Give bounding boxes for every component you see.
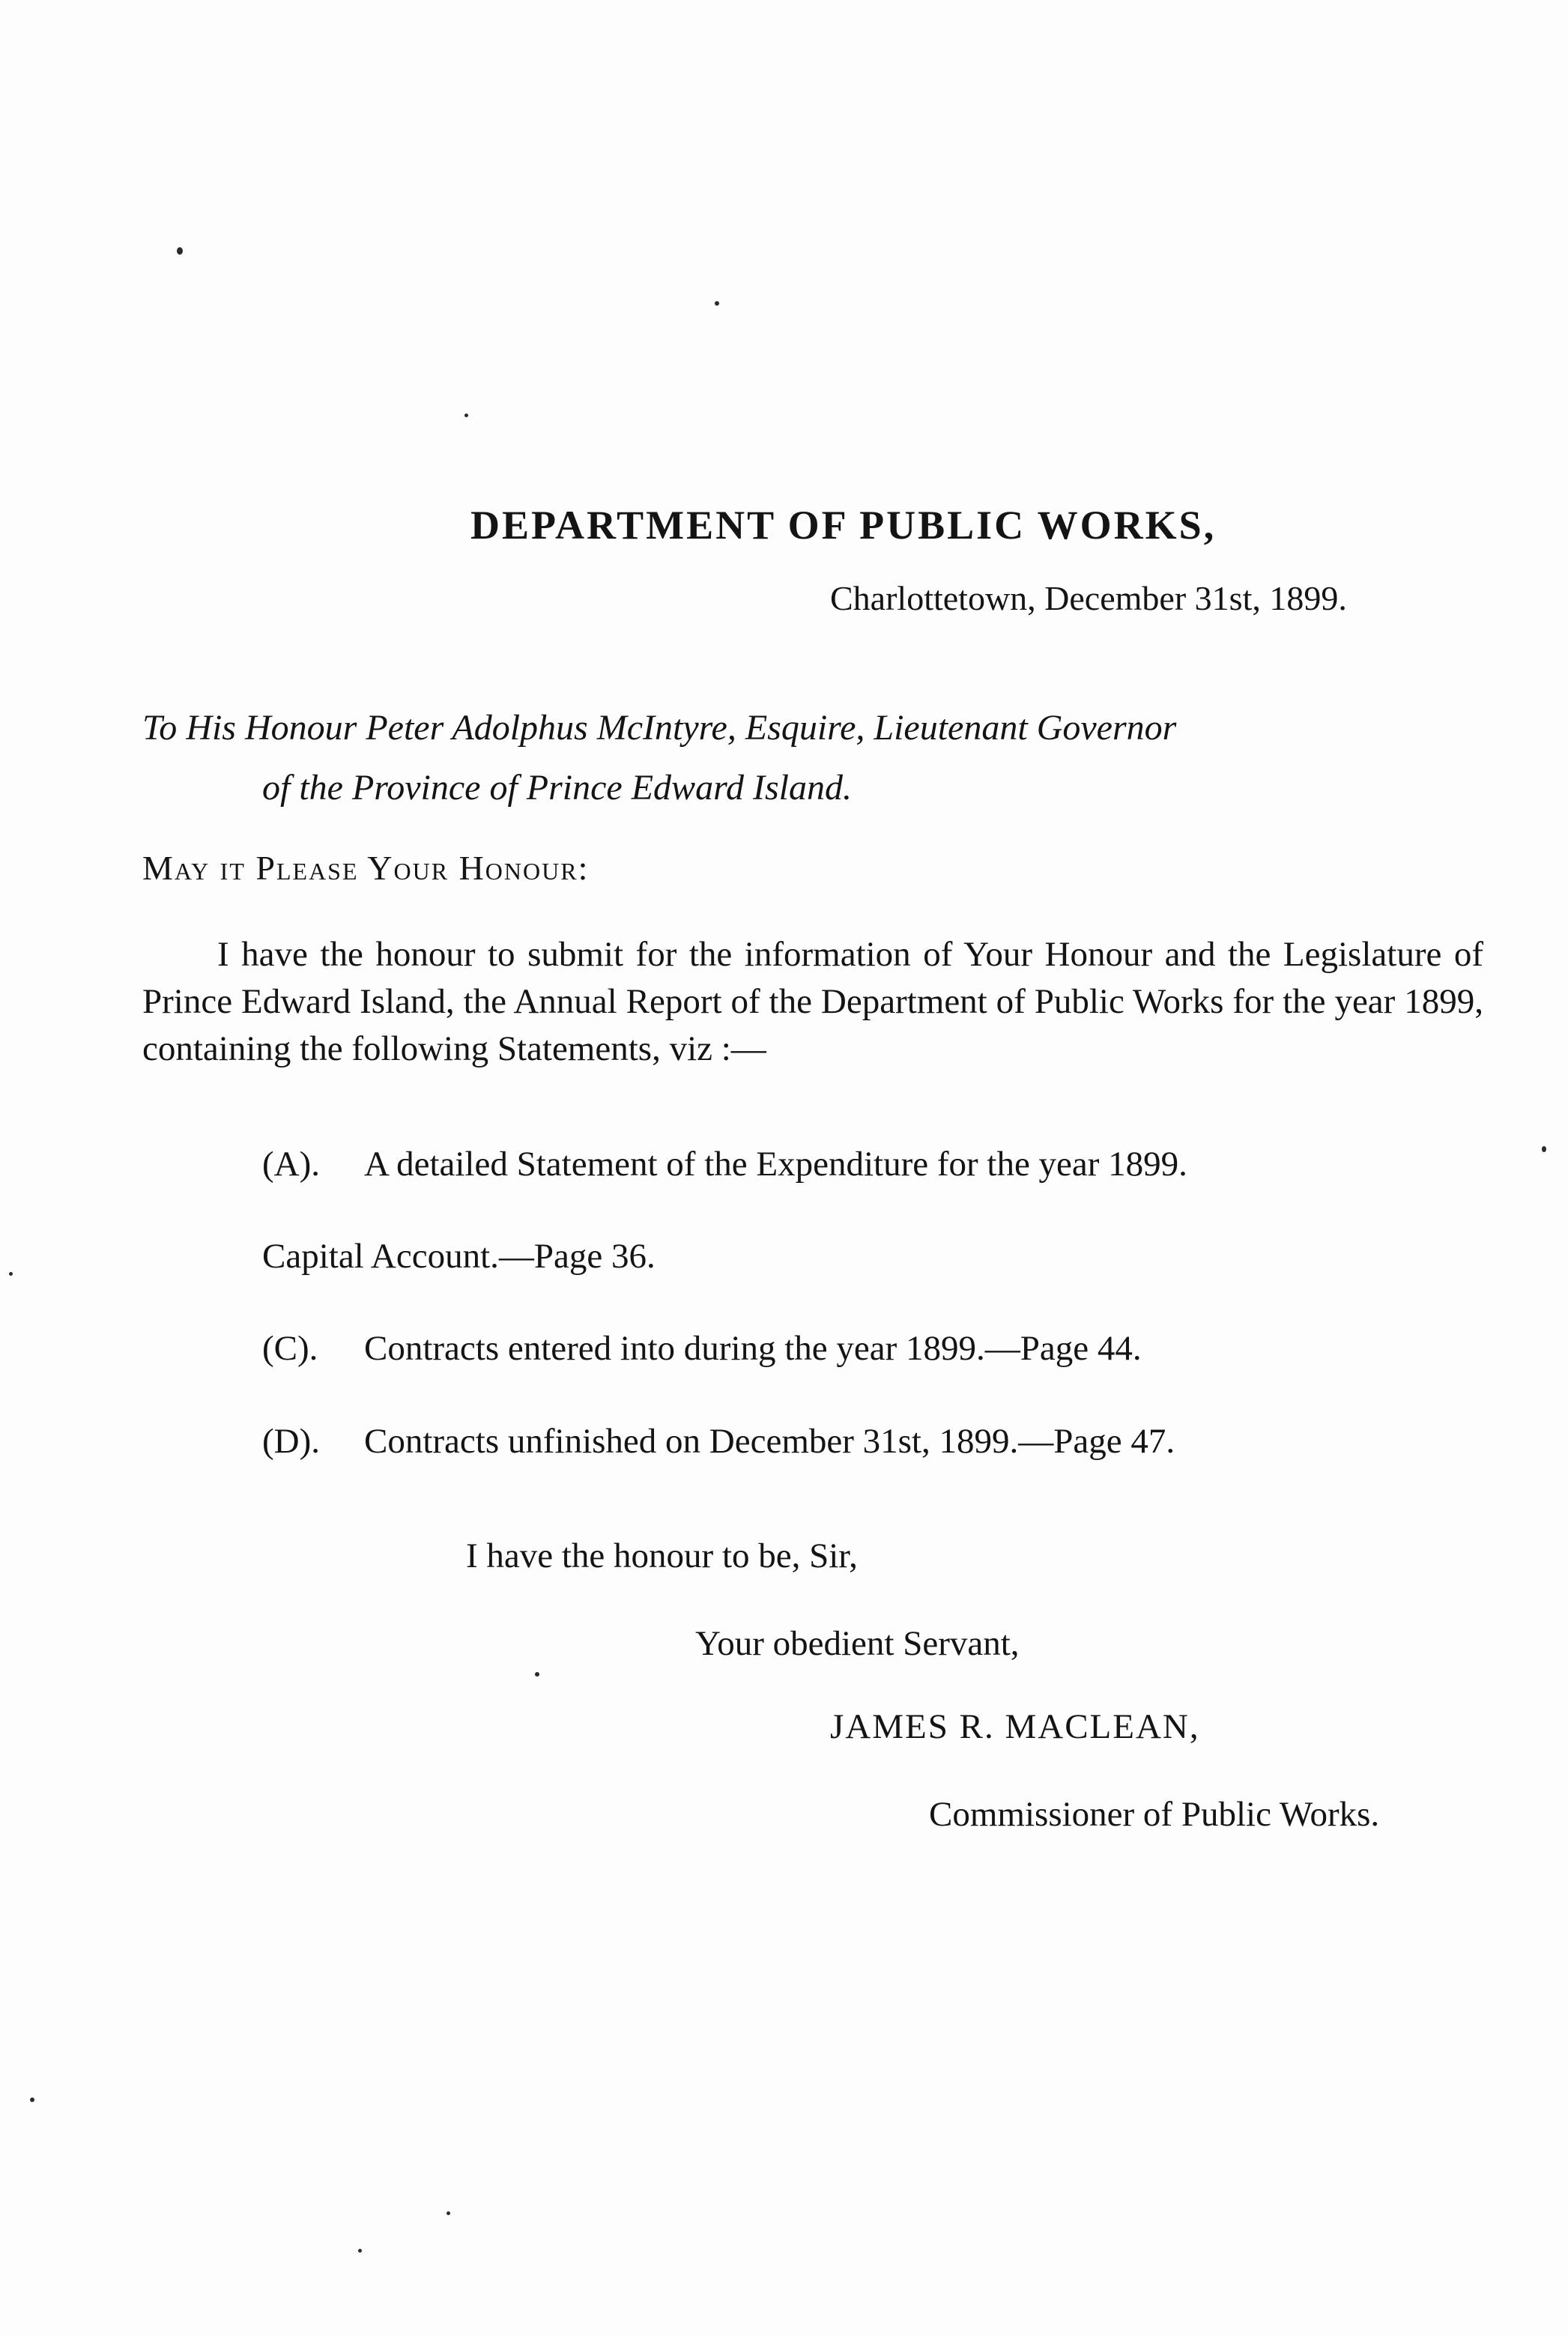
addressee xyxy=(142,698,1491,818)
statement-text: Contracts unfinished on December 31st, 1899.—Page 47. xyxy=(364,1422,1175,1461)
statement-text: Contracts entered into during the year 1899.—Page 44. xyxy=(364,1329,1142,1368)
scan-speck xyxy=(715,301,719,306)
statement-label: (D). xyxy=(262,1422,320,1461)
salutation: May it Please Your Honour: xyxy=(142,849,590,887)
scan-speck xyxy=(535,1672,539,1677)
statement-text: Capital Account.—Page 36. xyxy=(262,1237,656,1276)
scan-speck xyxy=(30,2098,34,2102)
closing-servant: Your obedient Servant, xyxy=(695,1624,1020,1663)
scan-speck xyxy=(358,2249,362,2253)
scan-speck xyxy=(447,2211,450,2215)
statement-item-d xyxy=(262,1421,1175,1462)
addressee-line-2: of the Province of Prince Edward Island. xyxy=(262,768,852,808)
page-title: DEPARTMENT OF PUBLIC WORKS, xyxy=(470,503,1217,548)
statement-item-b xyxy=(262,1236,656,1276)
body-paragraph: I have the honour to submit for the information of Your Honour and the Legislature of Prince Edward Island, the Annual Report of the Department of Public Works for the year 1899, containing the following Statements, viz :— xyxy=(142,935,1483,1068)
signer-title: Commissioner of Public Works. xyxy=(929,1795,1380,1834)
statement-label: (C). xyxy=(262,1329,318,1368)
dateline: Charlottetown, December 31st, 1899. xyxy=(830,579,1347,617)
scan-speck xyxy=(1542,1146,1546,1152)
scan-speck xyxy=(9,1272,13,1276)
scan-speck xyxy=(177,247,183,255)
statement-item-a xyxy=(262,1144,1187,1184)
signer-name: JAMES R. MACLEAN, xyxy=(830,1707,1200,1746)
statement-label: (A). xyxy=(262,1145,320,1184)
closing-line: I have the honour to be, Sir, xyxy=(466,1536,858,1575)
scan-speck xyxy=(464,414,468,417)
statement-text: A detailed Statement of the Expenditure for the year 1899. xyxy=(364,1145,1187,1184)
statement-item-c xyxy=(262,1328,1142,1369)
addressee-line-1: To His Honour Peter Adolphus McIntyre, Esquire, Lieutenant Governor xyxy=(142,708,1177,748)
